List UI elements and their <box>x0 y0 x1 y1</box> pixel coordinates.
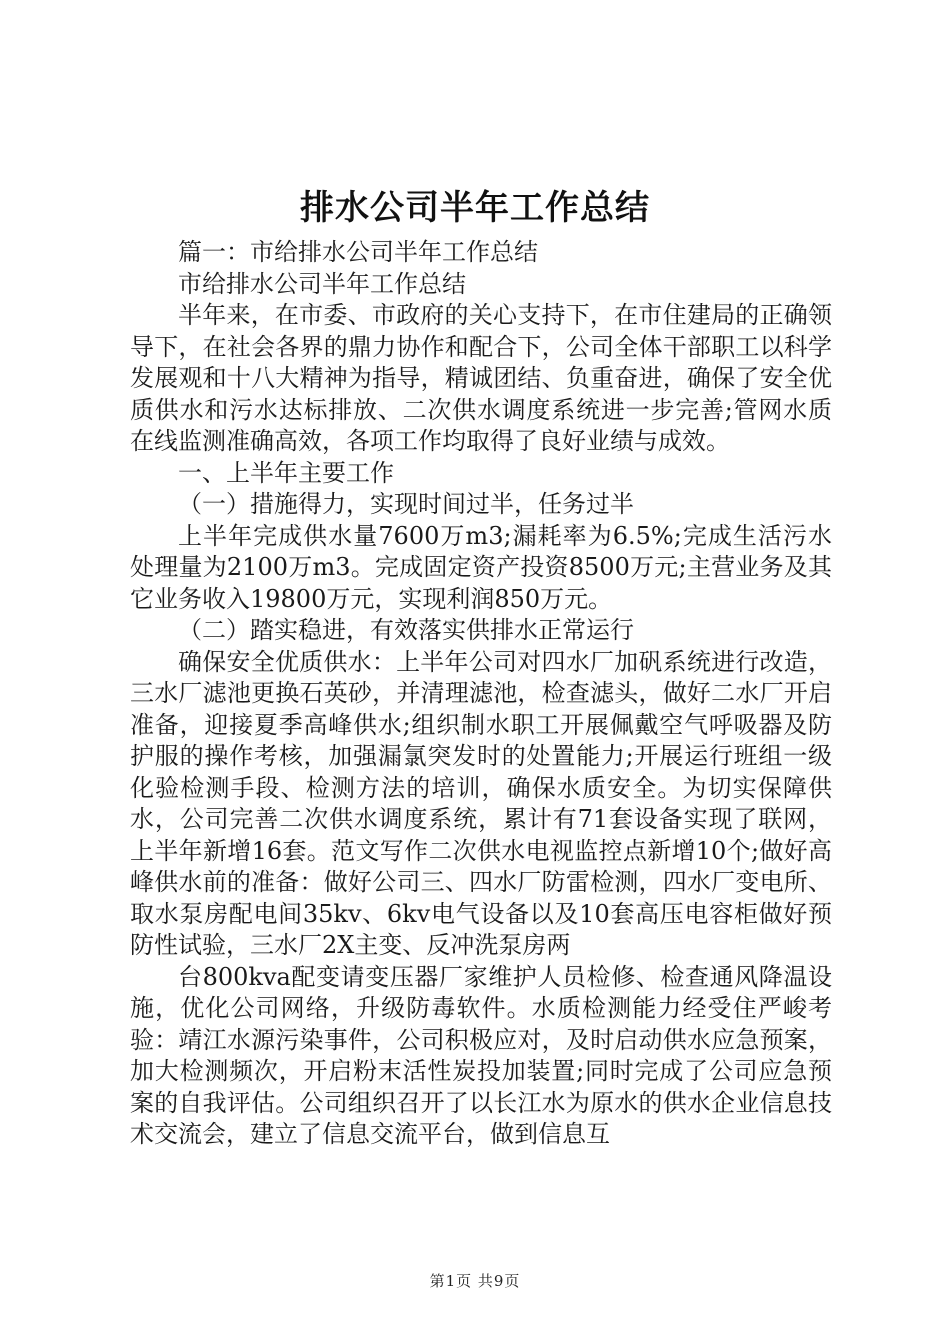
page-footer: 第1页 共9页 <box>429 1272 521 1290</box>
paragraph-subtitle: 市给排水公司半年工作总结 <box>178 269 466 298</box>
paragraph-heading-main-work: 一、上半年主要工作 <box>178 458 394 487</box>
paragraph-maintenance: 台800kva配变请变压器厂家维护人员检修、检查通风降温设施，优化公司网络，升级防毒软件。水质检测能力经受住严峻考验：靖江水源污染事件，公司积极应对，及时启动供水应急预案，加大检测频次，开启粉末活性炭投加装置;同时完成了公司应急预案的自我评估。公司组织召开了以长江水为原水的供水企业信息技术交流会，建立了信息交流平台，做到信息互 <box>130 962 832 1148</box>
paragraph-heading-part-1: （一）措施得力，实现时间过半，任务过半 <box>178 490 634 518</box>
paragraph-water-supply: 确保安全优质供水：上半年公司对四水厂加矾系统进行改造，三水厂滤池更换石英砂，并清理滤池，检查滤头，做好二水厂开启准备，迎接夏季高峰供水;组织制水职工开展佩戴空气呼吸器及防护服的操作考核，加强漏氯突发时的处置能力;开展运行班组一级化验检测手段、检测方法的培训，确保水质安全。为切实保障供水，公司完善二次供水调度系统，累计有71套设备实现了联网，上半年新增16套。范文写作二次供水电视监控点新增10个;做好高峰供水前的准备：做好公司三、四水厂防雷检测，四水厂变电所、取水泵房配电间35kv、6kv电气设备以及10套高压电容柜做好预防性试验，三水厂2X主变、反冲洗泵房两 <box>130 647 832 959</box>
paragraph-intro: 半年来，在市委、市政府的关心支持下，在市住建局的正确领导下，在社会各界的鼎力协作和配合下，公司全体干部职工以科学发展观和十八大精神为指导，精诚团结、负重奋进，确保了安全优质供水和污水达标排放、二次供水调度系统进一步完善;管网水质在线监测准确高效，各项工作均取得了良好业绩与成效。 <box>130 301 832 455</box>
document-title: 排水公司半年工作总结 <box>300 188 650 228</box>
document-body <box>130 237 832 1151</box>
paragraph-figures: 上半年完成供水量7600万m3;漏耗率为6.5%;完成生活污水处理量为2100万m3。完成固定资产投资8500万元;主营业务及其它业务收入19800万元，实现利润850万元。 <box>130 521 832 613</box>
paragraph-section-heading: 篇一：市给排水公司半年工作总结 <box>178 238 538 266</box>
paragraph-heading-part-2: （二）踏实稳进，有效落实供排水正常运行 <box>178 616 634 644</box>
